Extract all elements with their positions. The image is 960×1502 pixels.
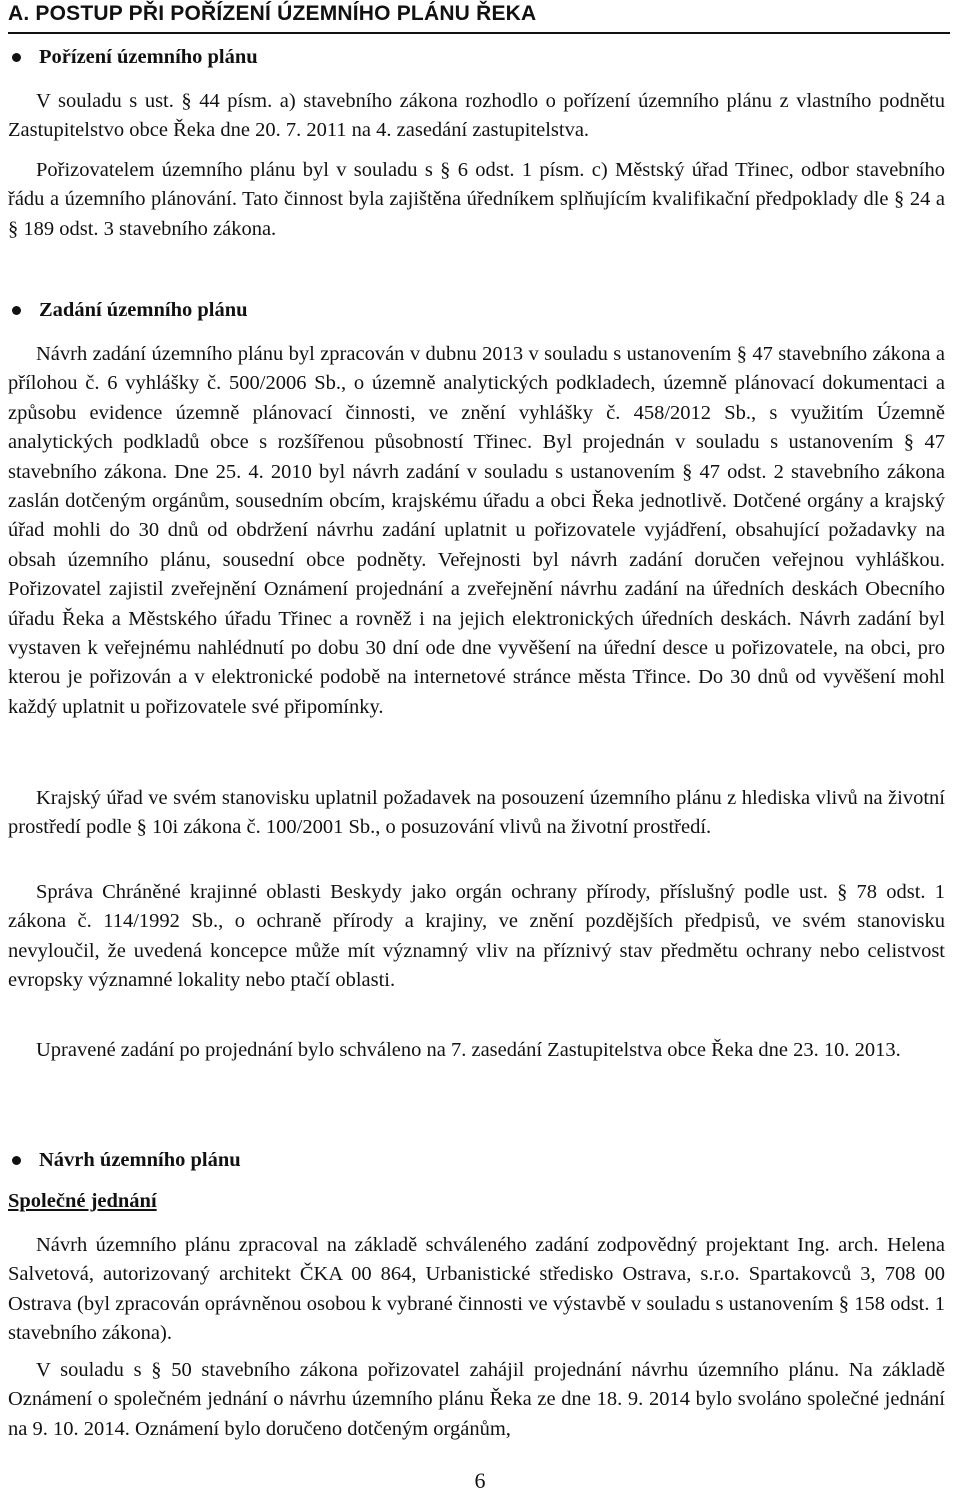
- paragraph: Návrh územního plánu zpracoval na základě schváleného zadání zodpovědný projektant Ing. arch. Helena Salvetová, autorizovaný architekt ČKA 00 864, Urbanistické středisko Ostrava, s.r.o. Spartakovců 3, 708 00 Ostrava (byl zpracován oprávněnou osobou k vybrané činnosti ve výstavbě v souladu s ustanovením § 158 odst. 1 stavebního zákona).: [8, 1234, 945, 1345]
- chapter-title: A. POSTUP PŘI POŘÍZENÍ ÚZEMNÍHO PLÁNU ŘEKA: [8, 2, 950, 34]
- paragraph: Návrh zadání územního plánu byl zpracován v dubnu 2013 v souladu s ustanovením § 47 stavebního zákona a přílohou č. 6 vyhlášky č. 500/2006 Sb., o územně analytických podkladech, územně plánovací dokumentaci a způsobu evidence územně plánovací činnosti, ve znění vyhlášky č. 458/2012 Sb., s využitím Územně analytických podkladů obce s rozšířenou působností Třinec. Byl projednán v souladu s ustanovením § 47 stavebního zákona. Dne 25. 4. 2010 byl návrh zadání v souladu s ustanovením § 47 odst. 2 stavebního zákona zaslán dotčeným orgánům, sousedním obcím, krajskému úřadu a obci Řeka jednotlivě. Dotčené orgány a krajský úřad mohli do 30 dnů od obdržení návrhu zadání uplatnit u pořizovatele vyjádření, obsahující požadavky na obsah územního plánu, sousední obce podněty. Veřejnosti byl návrh zadání doručen veřejnou vyhláškou. Pořizovatel zajistil zveřejnění Oznámení projednání a zveřejnění návrhu zadání na úředních deskách Obecního úřadu Řeka a Městského úřadu Třinec a rovněž i na jejich elektronických úředních deskách. Návrh zadání byl vystaven k veřejnému nahlédnutí po dobu 30 dní ode dne vyvěšení na úřední desce u pořizovatele, na obci, pro kterou je pořizován a v elektronické podobě na internetové stránce města Třince. Do 30 dnů od vyvěšení mohl každý uplatnit u pořizovatele své připomínky.: [8, 343, 945, 718]
- bullet-icon: [12, 53, 21, 62]
- section-heading-text: Návrh územního plánu: [39, 1149, 241, 1171]
- bullet-icon: [12, 306, 21, 315]
- section-heading-navrh: [8, 1149, 241, 1172]
- paragraph: V souladu s § 50 stavebního zákona pořizovatel zahájil projednání návrhu územního plánu. Na základě Oznámení o společném jednání o návrhu územního plánu Řeka ze dne 18. 9. 2014 bylo svoláno společné jednání na 9. 10. 2014. Oznámení bylo doručeno dotčeným orgánům,: [8, 1359, 945, 1440]
- paragraph: Správa Chráněné krajinné oblasti Beskydy jako orgán ochrany přírody, příslušný podle ust. § 78 odst. 1 zákona č. 114/1992 Sb., o ochraně přírody a krajiny, ve znění pozdějších předpisů, ve svém stanovisku nevyloučil, že uvedená koncepce může mít významný vliv na příznivý stav předmětu ochrany nebo celistvost evropsky významné lokality nebo ptačí oblasti.: [8, 881, 945, 992]
- paragraph: Upravené zadání po projednání bylo schváleno na 7. zasedání Zastupitelstva obce Řeka dne 23. 10. 2013.: [36, 1039, 901, 1061]
- bullet-icon: [12, 1156, 21, 1165]
- section-heading-porizeni: [8, 46, 258, 69]
- paragraph: Pořizovatelem územního plánu byl v souladu s § 6 odst. 1 písm. c) Městský úřad Třinec, odbor stavebního řádu a územního plánování. Tato činnost byla zajištěna úředníkem splňujícím kvalifikační předpoklady dle § 24 a § 189 odst. 3 stavebního zákona.: [8, 159, 945, 240]
- page-number: 6: [474, 1468, 486, 1493]
- section-heading-zadani: [8, 299, 248, 322]
- section-heading-text: Zadání územního plánu: [39, 299, 248, 321]
- section-heading-text: Pořízení územního plánu: [39, 46, 258, 68]
- paragraph: V souladu s ust. § 44 písm. a) stavebního zákona rozhodlo o pořízení územního plánu z vlastního podnětu Zastupitelstvo obce Řeka dne 20. 7. 2011 na 4. zasedání zastupitelstva.: [8, 90, 945, 142]
- subheading-spolecne-jednani: Společné jednání: [8, 1190, 157, 1212]
- paragraph: Krajský úřad ve svém stanovisku uplatnil požadavek na posouzení územního plánu z hlediska vlivů na životní prostředí podle § 10i zákona č. 100/2001 Sb., o posuzování vlivů na životní prostředí.: [8, 787, 945, 839]
